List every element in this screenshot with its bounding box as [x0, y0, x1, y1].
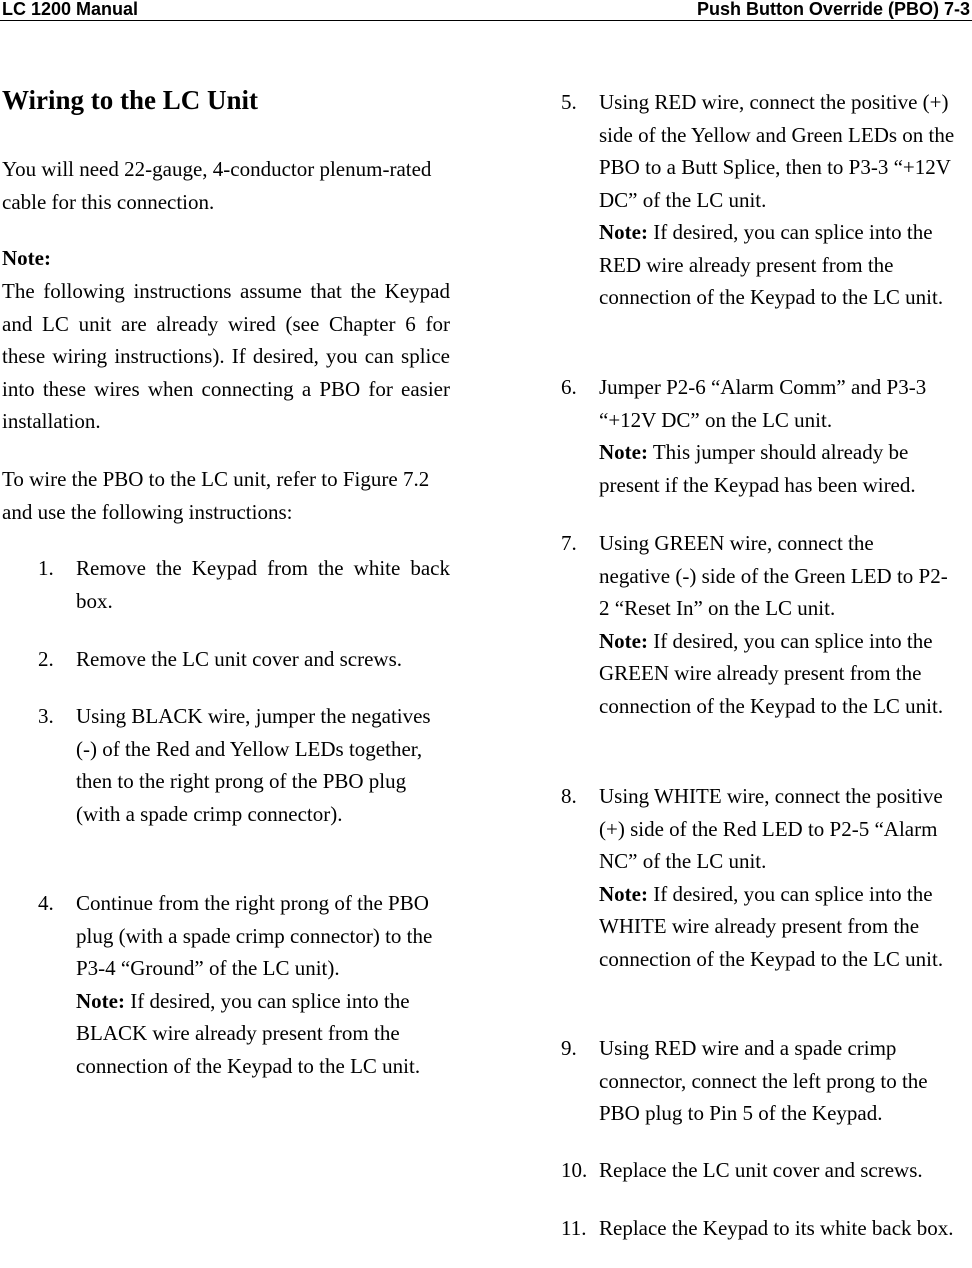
- list-item-note-label: Note:: [76, 988, 125, 1013]
- list-item-text: Using WHITE wire, connect the positive (+) side of the Red LED to P2-5 “Alarm NC” of the LC unit.: [599, 784, 943, 873]
- list-item-text: Remove the Keypad from the white back box.: [76, 556, 450, 613]
- header-section-title: Push Button Override (PBO) 7-3: [696, 0, 970, 19]
- list-item-note: [76, 985, 444, 1083]
- list-item-text: Remove the LC unit cover and screws.: [76, 647, 402, 671]
- list-item-body: [599, 371, 969, 501]
- list-item-note: [599, 625, 967, 723]
- list-item-text: Using RED wire and a spade crimp connector, connect the left prong to the PBO plug to Pin 5 of the Keypad.: [599, 1036, 928, 1125]
- list-item-number: 4.: [38, 891, 54, 915]
- list-item-note: [599, 878, 967, 976]
- section-heading: Wiring to the LC Unit: [2, 85, 259, 115]
- list-item-number: 11.: [561, 1216, 587, 1240]
- list-item-note: [599, 436, 947, 501]
- list-item-body: [76, 887, 444, 1082]
- list-item-body: [599, 780, 969, 975]
- list-item-text: Continue from the right prong of the PBO plug (with a spade crimp connector) to the P3-4 “Ground” of the LC unit).: [76, 891, 433, 980]
- list-item-text: Using BLACK wire, jumper the negatives (-) of the Red and Yellow LEDs together, then to the right prong of the PBO plug (with a spade crimp connector).: [76, 704, 431, 826]
- list-item-number: 3.: [38, 704, 54, 728]
- list-item-number: 7.: [561, 531, 577, 555]
- page-header: [0, 0, 972, 21]
- list-item-text: Replace the Keypad to its white back box.: [599, 1216, 954, 1240]
- list-item-note-text: If desired, you can splice into the WHITE wire already present from the connection of the Keypad to the LC unit.: [599, 881, 944, 971]
- list-item-note-label: Note:: [599, 440, 648, 464]
- list-item-number: 1.: [38, 556, 54, 580]
- list-item-number: 9.: [561, 1036, 577, 1060]
- list-item-text: Jumper P2-6 “Alarm Comm” and P3-3 “+12V DC” on the LC unit.: [599, 375, 927, 432]
- list-item-text: Replace the LC unit cover and screws.: [599, 1158, 923, 1182]
- list-item-number: 5.: [561, 90, 577, 114]
- note-paragraph: The following instructions assume that the Keypad and LC unit are already wired (see Chapter 6 for these wiring instructions). If desired, you can splice into these wires when connecting a PBO for easier installation.: [2, 279, 450, 433]
- intro-paragraph: You will need 22-gauge, 4-conductor plenum-rated cable for this connection.: [2, 157, 432, 214]
- list-item-note-text: If desired, you can splice into the BLACK wire already present from the connection of the Keypad to the LC unit.: [76, 988, 421, 1078]
- list-item-note-text: If desired, you can splice into the RED wire already present from the connection of the Keypad to the LC unit.: [599, 220, 944, 309]
- list-item-note-label: Note:: [599, 220, 648, 244]
- list-item-text: Using RED wire, connect the positive (+) side of the Yellow and Green LEDs on the PBO to a Butt Splice, then to P3-3 “+12V DC” of the LC unit.: [599, 90, 955, 212]
- lead-paragraph: To wire the PBO to the LC unit, refer to Figure 7.2 and use the following instructions:: [2, 467, 430, 524]
- header-manual-title: LC 1200 Manual: [2, 0, 139, 19]
- list-item-note-label: Note:: [599, 628, 648, 653]
- list-item-body: [599, 86, 969, 314]
- list-item-number: 8.: [561, 784, 577, 808]
- list-item-note-text: If desired, you can splice into the GREEN wire already present from the connection of the Keypad to the LC unit.: [599, 628, 944, 718]
- list-item-number: 6.: [561, 375, 577, 399]
- list-item-number: 2.: [38, 647, 54, 671]
- list-item-text: Using GREEN wire, connect the negative (-) side of the Green LED to P2-2 “Reset In” on the LC unit.: [599, 531, 948, 620]
- list-item-note: [599, 216, 967, 314]
- note-label: Note:: [2, 246, 51, 270]
- list-item-note-label: Note:: [599, 881, 648, 906]
- list-item-note-text: This jumper should already be present if the Keypad has been wired.: [599, 440, 916, 497]
- list-item-body: [599, 527, 969, 722]
- list-item-number: 10.: [561, 1158, 588, 1182]
